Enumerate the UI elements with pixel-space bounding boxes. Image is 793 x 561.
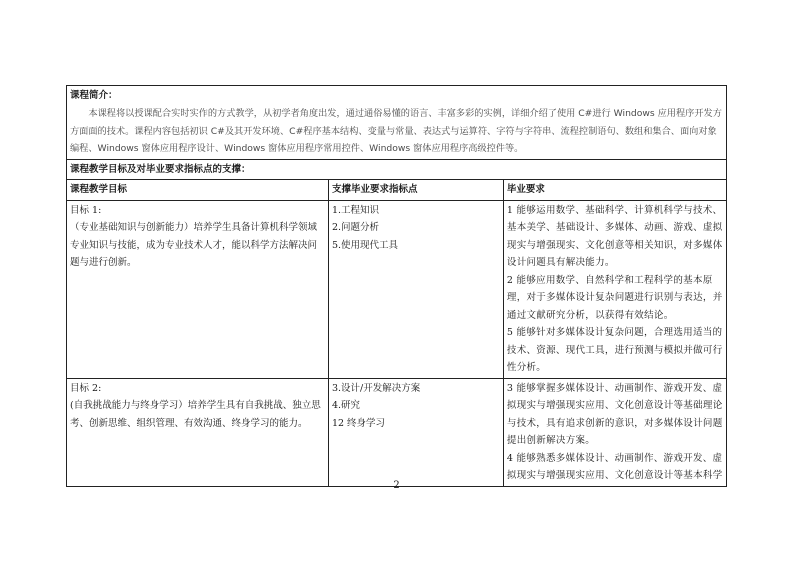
goal-cell (67, 200, 329, 378)
requirement-item: 3 能够掌握多媒体设计、动画制作、游戏开发、虚拟现实与增强现实应用、文化创意设计等基础理论与技术，具有追求创新的意识，对多媒体设计问题提出创新解决方案。 (506, 382, 723, 446)
goal-cell (67, 378, 329, 486)
table-row (67, 378, 727, 486)
requirement-item: 1 能够运用数学、基础科学、计算机科学与技术、基本美学、基础设计、多媒体、动画、游戏、虚拟现实与增强现实、文化创意等相关知识，对多媒体设计问题具有解决能力。 (506, 204, 723, 268)
requirement-item: 5 能够针对多媒体设计复杂问题，合理选用适当的技术、资源、现代工具，进行预测与模拟并做可行性分析。 (506, 327, 723, 373)
requirement-cell (503, 378, 726, 486)
page-number: 2 (393, 480, 400, 491)
goal-text: （专业基础知识与创新能力）培养学生具备计算机科学领域专业知识与技能，成为专业技术人才，能以科学方法解决问题与进行创新。 (70, 222, 318, 268)
intro-body: 本课程将以授课配合实时实作的方式教学，从初学者角度出发，通过通俗易懂的语言、丰富多彩的实例，详细介绍了使用 C#进行 Windows 应用程序开发方方面面的技术。课程内容包括初识 C#及其开发环境、C#程序基本结构、变量与常量、表达式与运算符、字符与字符串、流程控制语句、数组和集合、面向对象编程、Windows 窗体应用程序设计、Windows 窗体应用程序常用控件、Windows 窗体应用程序高级控件等。 (70, 108, 722, 154)
column-header-row (67, 180, 727, 201)
intro-row (67, 86, 727, 160)
column-header-requirement: 毕业要求 (503, 180, 726, 201)
column-header-indicator: 支撑毕业要求指标点 (328, 180, 503, 201)
column-header-goal: 课程教学目标 (67, 180, 329, 201)
section-heading: 课程教学目标及对毕业要求指标点的支撑： (67, 159, 727, 180)
intro-title: 课程简介： (70, 90, 118, 101)
indicator-item: 1.工程知识 (331, 204, 380, 216)
goal-title: 目标 2: (70, 382, 102, 394)
indicator-cell (328, 200, 503, 378)
requirement-item: 2 能够应用数学、自然科学和工程科学的基本原理，对于多媒体设计复杂问题进行识别与表达，并通过文献研究分析，以获得有效结论。 (506, 274, 723, 321)
requirement-cell (503, 200, 726, 378)
indicator-cell (328, 378, 503, 486)
goal-title: 目标 1: (70, 204, 102, 216)
indicator-item: 5.使用现代工具 (331, 239, 399, 251)
indicator-item: 3.设计/开发解决方案 (331, 382, 421, 394)
indicator-item: 4.研究 (331, 400, 361, 411)
course-table (66, 85, 727, 487)
section-heading-row (67, 159, 727, 180)
goal-text: (自我挑战能力与终身学习）培养学生具有自我挑战、独立思考、创新思维、组织管理、有效沟通、终身学习的能力。 (70, 400, 321, 429)
indicator-item: 12 终身学习 (331, 417, 386, 429)
table-row (67, 200, 727, 378)
requirement-item: 4 能够熟悉多媒体设计、动画制作、游戏开发、虚拟现实与增强现实应用、文化创意设计等基本科学 (506, 452, 723, 481)
indicator-item: 2.问题分析 (331, 222, 380, 233)
